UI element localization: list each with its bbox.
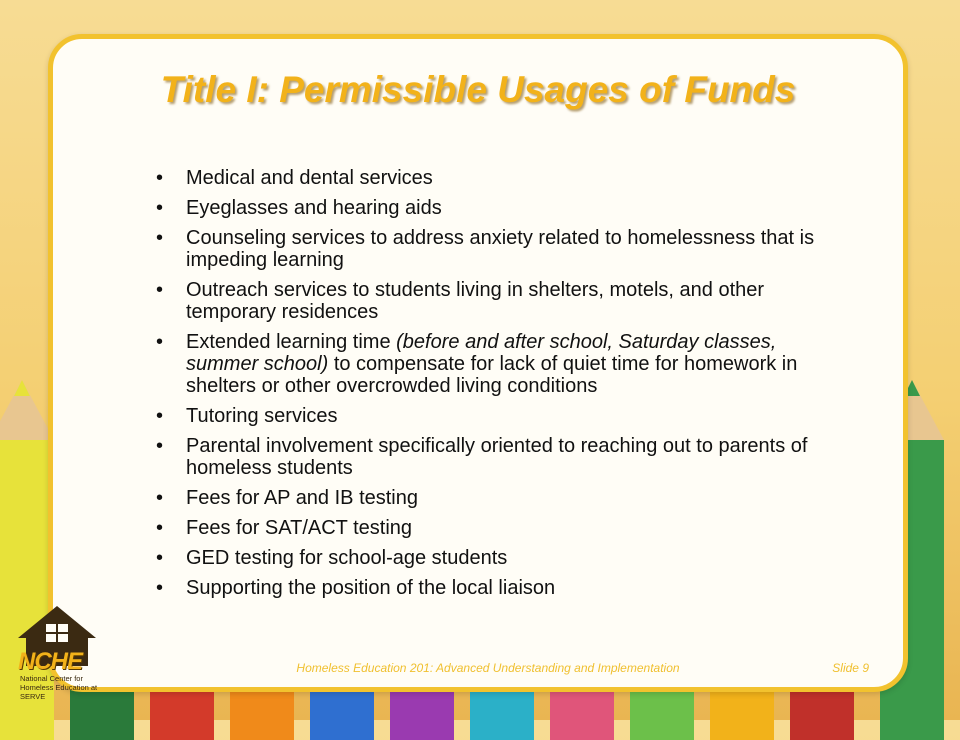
bullet-item: • Extended learning time (before and after school, Saturday classes, summer school) to compensate for lack of quiet time for homework in shelters or other overcrowded living conditions [156, 331, 836, 397]
bullet-item: • Counseling services to address anxiety related to homelessness that is impeding learning [156, 227, 836, 271]
bullet-item: • Fees for SAT/ACT testing [156, 517, 836, 539]
bullet-item: • Medical and dental services [156, 167, 836, 189]
bullet-item: • Fees for AP and IB testing [156, 487, 836, 509]
footer-text: Homeless Education 201: Advanced Understanding and Implementation [296, 661, 680, 675]
logo-org-name: National Center for Homeless Education at SERVE [20, 674, 98, 701]
bullet-item: • Outreach services to students living in shelters, motels, and other temporary residences [156, 279, 836, 323]
logo-acronym: NCHE [18, 648, 83, 675]
bullet-item: • Supporting the position of the local liaison [156, 577, 836, 599]
content-panel [48, 34, 908, 692]
bullet-italic-note: (before and after school, Saturday classes, summer school) [186, 331, 777, 375]
slide-footer [53, 661, 903, 679]
nche-logo [12, 604, 102, 714]
bullet-item: • Eyeglasses and hearing aids [156, 197, 836, 219]
bullet-item: • Tutoring services [156, 405, 836, 427]
slide-number: Slide 9 [832, 661, 869, 675]
slide-title: Title I: Permissible Usages of Funds [160, 69, 796, 110]
bullet-item: • GED testing for school-age students [156, 547, 836, 569]
bullet-list [156, 167, 836, 607]
bullet-item: • Parental involvement specifically oriented to reaching out to parents of homeless students [156, 435, 836, 479]
